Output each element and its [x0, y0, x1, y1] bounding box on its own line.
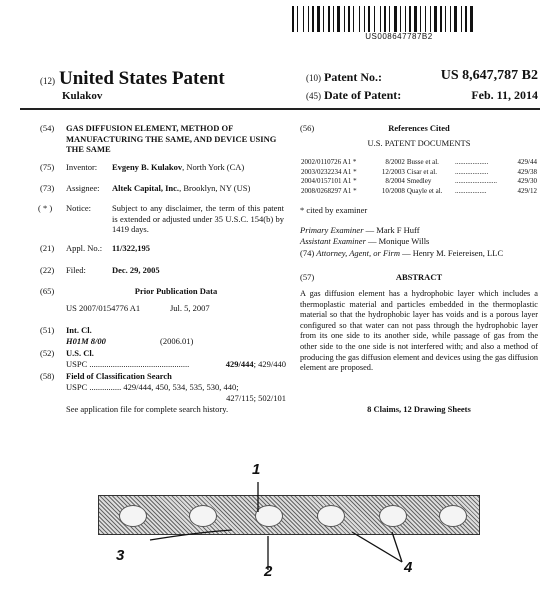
uscl-label: U.S. Cl.: [66, 348, 94, 358]
notice-text: Subject to any disclaimer, the term of this patent is extended or adjusted under 35 U.S.C. 154(b) by 1419 days.: [112, 203, 284, 234]
reference-name: Smedley: [406, 177, 432, 185]
barcode-bar: [374, 6, 375, 32]
barcode-bar: [323, 6, 324, 32]
uscl-code: (52): [40, 348, 55, 358]
reference-cls: 429/38: [517, 167, 537, 176]
figure-label-1: 1: [252, 461, 261, 478]
assignee-location: , Brooklyn, NY (US): [179, 183, 251, 193]
intcl-year: (2006.01): [160, 336, 194, 346]
reference-cls: 429/30: [517, 177, 537, 185]
barcode-bar: [351, 6, 352, 32]
barcode-bar: [364, 6, 365, 32]
barcode-bar: [394, 6, 397, 32]
barcode-bar: [355, 6, 358, 32]
prior-date: Jul. 5, 2007: [170, 303, 210, 313]
patent-number: US 8,647,787 B2: [440, 68, 538, 83]
notice-label: Notice:: [66, 203, 92, 213]
barcode-bar: [346, 6, 347, 32]
patent-date: Feb. 11, 2014: [471, 88, 538, 102]
barcode-bar: [315, 6, 316, 32]
barcode-bar: [458, 6, 460, 32]
barcode-bar: [432, 6, 433, 32]
inventor-value: [112, 162, 292, 173]
barcode-bar: [337, 6, 340, 32]
barcode-bar: [333, 6, 334, 32]
field-note: See application file for complete search history.: [66, 404, 229, 414]
barcode-bar: [425, 6, 426, 32]
field-values: 429/444, 450, 534, 535, 530, 440;: [123, 382, 239, 392]
barcode-bar: [400, 6, 401, 32]
barcode-bar: [468, 6, 469, 32]
barcode-bar: [368, 6, 370, 32]
primary-examiner: [300, 225, 540, 236]
barcode-bar: [443, 6, 444, 32]
inventor-location: , North York (CA): [182, 162, 245, 172]
reference-cls: 429/12: [517, 186, 537, 195]
assignee-label: Assignee:: [66, 183, 100, 193]
field-uspc: USPC: [66, 382, 88, 392]
figure-label-2: 2: [264, 563, 273, 580]
barcode-bar: [335, 6, 336, 32]
title-code: (54): [40, 123, 55, 133]
claims-line: 8 Claims, 12 Drawing Sheets: [367, 404, 471, 414]
barcode-bar: [418, 6, 419, 32]
reference-date: 8/2004: [385, 177, 405, 185]
field-values-2: 427/115; 502/101: [226, 393, 286, 403]
barcode-bar: [387, 6, 388, 32]
barcode-bar: [450, 6, 451, 32]
barcode-bar: [303, 6, 304, 32]
barcode-bar: [348, 6, 350, 32]
reference-dots: ...................: [455, 158, 489, 166]
reference-date: 10/2008: [381, 186, 405, 195]
reference-num: 2004/0157101 A1 *: [301, 177, 357, 185]
uscl-main: 429/444: [225, 359, 254, 369]
barcode-bar: [353, 6, 354, 32]
reference-num: 2002/0110726 A1 *: [301, 158, 357, 166]
prior-title: Prior Publication Data: [134, 286, 218, 296]
barcode-bar: [384, 6, 386, 32]
references-table: [300, 158, 538, 196]
barcode-bar: [359, 6, 360, 32]
header-rule: [20, 108, 540, 110]
reference-name: Quayle et al.: [406, 186, 443, 195]
barcode-bar: [420, 6, 421, 32]
patent-title: GAS DIFFUSION ELEMENT, METHOD OF MANUFACTURING THE SAME, AND DEVICE USING THE SAME: [66, 123, 277, 154]
reference-cls: 429/44: [517, 158, 537, 166]
barcode-bar: [430, 6, 431, 32]
barcode-bar: [422, 6, 424, 32]
date-label: Date of Patent:: [324, 88, 402, 102]
barcode-bar: [376, 6, 379, 32]
code-45: (45): [306, 91, 321, 101]
uscl-dots: ...............................................: [89, 359, 190, 369]
assignee-value: [112, 183, 292, 194]
patent-no-row: [306, 70, 538, 85]
barcode-bar: [452, 6, 453, 32]
appl-label: Appl. No.:: [66, 243, 103, 253]
barcode-bar: [465, 6, 467, 32]
filed-label: Filed:: [66, 265, 86, 275]
barcode-bar: [474, 6, 475, 32]
appl-number: 11/322,195: [112, 243, 151, 253]
uscl-values: [200, 359, 286, 370]
intcl-code: (51): [40, 325, 55, 335]
abstract-code: (57): [300, 272, 315, 282]
barcode-bar: [382, 6, 383, 32]
uscl-other: ; 429/440: [253, 359, 286, 369]
assignee-code: (73): [40, 183, 55, 193]
barcode-bar: [297, 6, 298, 32]
barcode: [292, 6, 506, 32]
barcode-bar: [407, 6, 408, 32]
barcode-bar: [361, 6, 363, 32]
barcode-bar: [292, 6, 294, 32]
barcode-bar: [414, 6, 417, 32]
primary-name: — Mark F Huff: [363, 225, 420, 235]
barcode-bar: [305, 6, 307, 32]
barcode-bar: [344, 6, 345, 32]
attorney-name: — Henry M. Feiereisen, LLC: [399, 248, 504, 258]
assistant-name: — Monique Wills: [365, 236, 430, 246]
reference-row: [300, 177, 538, 187]
field-label: Field of Classification Search: [66, 371, 172, 381]
date-row: [306, 88, 538, 103]
barcode-bar: [308, 6, 309, 32]
figure-label-4: 4: [404, 559, 413, 576]
reference-dots: ...................: [455, 167, 489, 176]
barcode-bar: [380, 6, 381, 32]
assistant-label: Assistant Examiner: [300, 236, 366, 246]
abstract-title: ABSTRACT: [395, 272, 443, 282]
doc-type-row: [40, 68, 225, 90]
field-row: [66, 382, 286, 393]
barcode-bar: [461, 6, 462, 32]
refs-subtitle: U.S. PATENT DOCUMENTS: [367, 138, 471, 148]
prior-pub: US 2007/0154776 A1: [66, 303, 141, 313]
barcode-bar: [447, 6, 449, 32]
barcode-bar: [405, 6, 406, 32]
attorney-label: Attorney, Agent, or Firm: [316, 248, 400, 258]
inventor-label: Inventor:: [66, 162, 98, 172]
barcode-bar: [328, 6, 330, 32]
barcode-bar: [366, 6, 367, 32]
barcode-bar: [331, 6, 332, 32]
barcode-bar: [427, 6, 429, 32]
prior-code: (65): [40, 286, 55, 296]
reference-row: [300, 158, 538, 168]
barcode-bar: [470, 6, 473, 32]
barcode-bar: [454, 6, 457, 32]
reference-dots: ..................: [455, 186, 487, 195]
inventor-short: Kulakov: [62, 90, 103, 102]
reference-date: 12/2003: [381, 167, 405, 176]
reference-row: [300, 187, 538, 197]
refs-code: (56): [300, 123, 315, 133]
barcode-bar: [434, 6, 437, 32]
reference-num: 2008/0268297 A1 *: [301, 186, 357, 195]
reference-num: 2003/0232234 A1 *: [301, 167, 357, 176]
patent-no-label: Patent No.:: [324, 70, 382, 84]
barcode-bar: [321, 6, 322, 32]
figure-leader-lines: [0, 440, 557, 590]
reference-name: Cisar et al.: [406, 167, 437, 176]
barcode-bar: [463, 6, 464, 32]
appl-code: (21): [40, 243, 55, 253]
barcode-bar: [310, 6, 311, 32]
primary-label: Primary Examiner: [300, 225, 364, 235]
figure-label-3: 3: [116, 547, 125, 564]
intcl-class: H01M 8/00: [66, 336, 106, 346]
reference-dots: ........................: [455, 177, 498, 185]
reference-name: Busse et al.: [406, 158, 439, 166]
abstract-text: A gas diffusion element has a hydrophobic layer which includes a thermoplastic material and particles embedded in the thermoplastic material so that the hydrophobic layer has voids and is a porous layer configured so that water can not pass through the hydrophobic layer from its one side to its another side, while passage of gas from the other side to the one side is not interfered with; and also a method of producing the gas diffusion element and devices using the gas diffusion element are proposed.: [300, 289, 538, 373]
barcode-bar: [445, 6, 446, 32]
code-10: (10): [306, 73, 321, 83]
barcode-bar: [409, 6, 411, 32]
barcode-bar: [325, 6, 327, 32]
refs-title: References Cited: [388, 123, 450, 133]
cited-note: * cited by examiner: [300, 205, 368, 215]
barcode-bar: [312, 6, 314, 32]
assignee-name: Altek Capital, Inc.: [112, 183, 180, 193]
filed-code: (22): [40, 265, 55, 275]
uscl-uspc: USPC: [66, 359, 88, 369]
intcl-label: Int. Cl.: [66, 325, 92, 335]
barcode-bar: [402, 6, 404, 32]
barcode-bar: [341, 6, 343, 32]
field-dots: ...............: [89, 382, 122, 392]
doc-type: United States Patent: [59, 68, 225, 89]
reference-date: 8/2002: [385, 158, 405, 166]
barcode-bar: [295, 6, 296, 32]
reference-row: [300, 168, 538, 178]
barcode-bar: [438, 6, 439, 32]
attorney-row: [300, 248, 540, 259]
barcode-number: US008647787B2: [365, 32, 433, 41]
barcode-bar: [440, 6, 442, 32]
barcode-bar: [299, 6, 302, 32]
barcode-bar: [317, 6, 320, 32]
barcode-bar: [398, 6, 399, 32]
field-code: (58): [40, 371, 55, 381]
barcode-bar: [389, 6, 390, 32]
barcode-bar: [391, 6, 393, 32]
assistant-examiner: [300, 236, 540, 247]
inventor-name: Evgeny B. Kulakov: [112, 162, 183, 172]
attorney-code: (74): [300, 248, 315, 258]
barcode-bar: [371, 6, 373, 32]
barcode-bar: [412, 6, 413, 32]
notice-code: ( * ): [38, 203, 53, 213]
code-12: (12): [40, 76, 55, 86]
inventor-code: (75): [40, 162, 55, 172]
filed-date: Dec. 29, 2005: [112, 265, 160, 275]
